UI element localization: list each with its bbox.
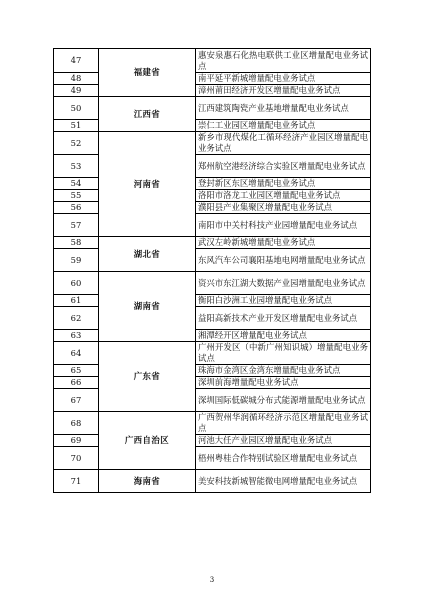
pilot-name: 崇仁工业园区增量配电业务试点 (196, 120, 371, 132)
table-row (54, 49, 371, 73)
table-body (54, 49, 371, 493)
pilot-name: 深圳前海增量配电业务试点 (196, 377, 371, 389)
row-number: 71 (54, 470, 99, 493)
pilot-name: 资兴市东江湖大数据产业园增量配电业务试点 (196, 272, 371, 295)
row-number: 50 (54, 97, 99, 120)
pilot-name: 南平延平新城增量配电业务试点 (196, 73, 371, 85)
pilot-name: 美安科技新城智能微电网增量配电业务试点 (196, 470, 371, 493)
pilot-name: 漳州莆田经济开发区增量配电业务试点 (196, 85, 371, 97)
row-number: 55 (54, 190, 99, 202)
table-row (54, 97, 371, 120)
pilot-name: 武汉左岭新城增量配电业务试点 (196, 237, 371, 249)
row-number: 47 (54, 49, 99, 73)
table-row (54, 132, 371, 155)
province-cell: 湖北省 (99, 237, 196, 272)
table-row (54, 237, 371, 249)
pilot-name: 东风汽车公司襄阳基地电网增量配电业务试点 (196, 249, 371, 272)
pilot-name: 南阳市中关村科技产业园增量配电业务试点 (196, 214, 371, 237)
pilot-name: 郑州航空港经济综合实验区增量配电业务试点 (196, 155, 371, 178)
row-number: 59 (54, 249, 99, 272)
pilot-name: 惠安泉惠石化热电联供工业区增量配电业务试点 (196, 49, 371, 73)
row-number: 48 (54, 73, 99, 85)
pilot-name: 梧州粤桂合作特别试验区增量配电业务试点 (196, 447, 371, 470)
page-number: 3 (209, 576, 215, 584)
province-cell: 河南省 (99, 132, 196, 237)
pilot-name: 登封新区东区增量配电业务试点 (196, 178, 371, 190)
pilot-name: 深圳国际低碳城分布式能源增量配电业务试点 (196, 389, 371, 412)
row-number: 62 (54, 307, 99, 330)
table-row (54, 470, 371, 493)
province-cell: 福建省 (99, 49, 196, 97)
row-number: 67 (54, 389, 99, 412)
province-cell: 海南省 (99, 470, 196, 493)
row-number: 54 (54, 178, 99, 190)
pilot-name: 河池大任产业园区增量配电业务试点 (196, 435, 371, 447)
pilot-name: 湘潭经开区增量配电业务试点 (196, 330, 371, 342)
row-number: 64 (54, 342, 99, 365)
row-number: 57 (54, 214, 99, 237)
row-number: 61 (54, 295, 99, 307)
row-number: 70 (54, 447, 99, 470)
row-number: 51 (54, 120, 99, 132)
row-number: 49 (54, 85, 99, 97)
row-number: 56 (54, 202, 99, 214)
row-number: 60 (54, 272, 99, 295)
table-row (54, 412, 371, 435)
row-number: 63 (54, 330, 99, 342)
pilot-name: 珠海市金湾区金湾东增量配电业务试点 (196, 365, 371, 377)
pilot-name: 濮阳县产业集聚区增量配电业务试点 (196, 202, 371, 214)
row-number: 65 (54, 365, 99, 377)
province-cell: 湖南省 (99, 272, 196, 342)
table-row (54, 342, 371, 365)
row-number: 53 (54, 155, 99, 178)
pilot-name: 广西贺州华润循环经济示范区增量配电业务试点 (196, 412, 371, 435)
province-cell: 广东省 (99, 342, 196, 412)
province-cell: 广西自治区 (99, 412, 196, 470)
province-cell: 江西省 (99, 97, 196, 132)
pilot-name: 广州开发区（中新广州知识城）增量配电业务试点 (196, 342, 371, 365)
row-number: 66 (54, 377, 99, 389)
table-row (54, 272, 371, 295)
row-number: 69 (54, 435, 99, 447)
row-number: 68 (54, 412, 99, 435)
pilot-name: 洛阳市洛龙工业园区增量配电业务试点 (196, 190, 371, 202)
pilot-name: 益阳高新技术产业开发区增量配电业务试点 (196, 307, 371, 330)
pilot-name: 新乡市现代煤化工循环经济产业园区增量配电业务试点 (196, 132, 371, 155)
pilot-list-table (53, 48, 371, 493)
pilot-name: 衡阳白沙洲工业园增量配电业务试点 (196, 295, 371, 307)
row-number: 52 (54, 132, 99, 155)
row-number: 58 (54, 237, 99, 249)
pilot-name: 江西建筑陶瓷产业基地增量配电业务试点 (196, 97, 371, 120)
